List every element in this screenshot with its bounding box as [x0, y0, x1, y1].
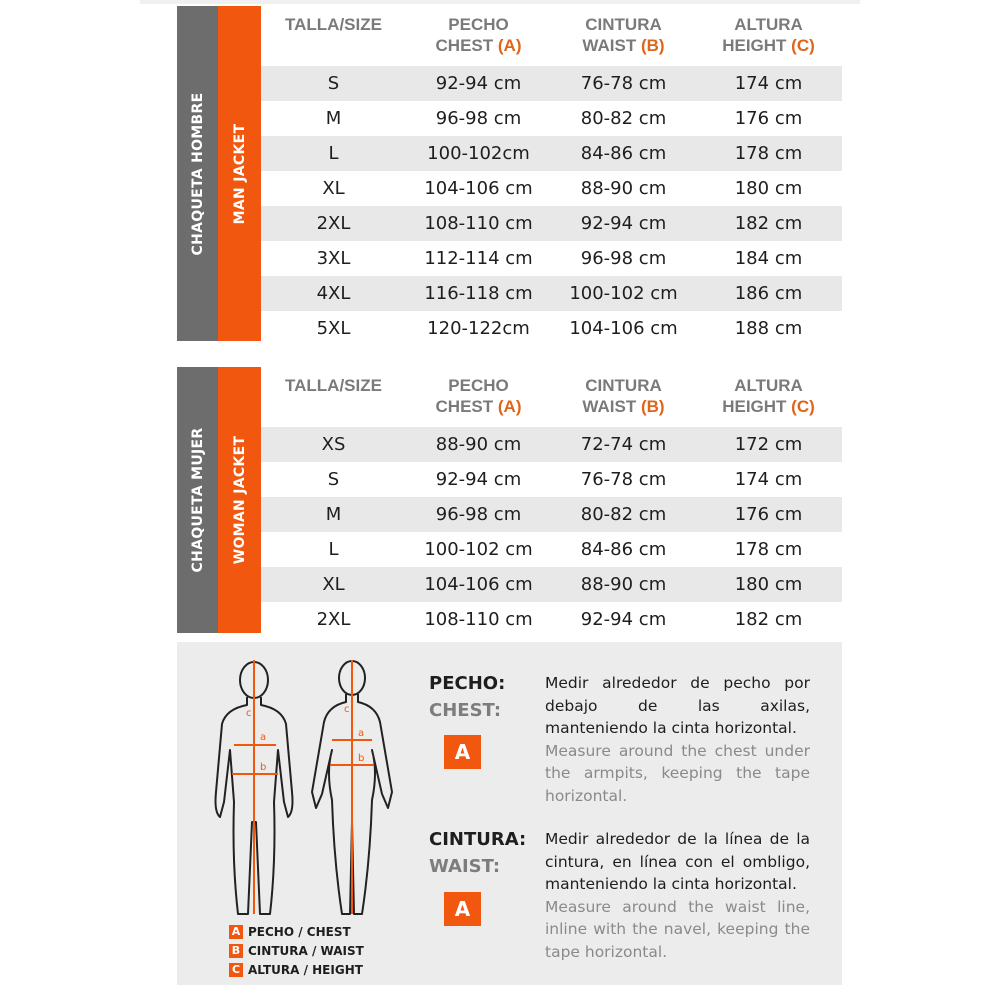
mark-c-female: c — [344, 704, 350, 715]
table-row — [261, 462, 842, 497]
woman-label-en: WOMAN JACKET — [231, 435, 248, 565]
waist-cell: 72-74 cm — [580, 434, 667, 455]
height-cell: 178 cm — [734, 539, 803, 560]
chest-desc-en: Measure around the chest under the armpits, keeping the tape horizontal. — [545, 741, 810, 805]
chest-cell: 92-94 cm — [435, 469, 522, 490]
woman-band-en — [218, 367, 261, 633]
size-cell: S — [327, 469, 340, 490]
chest-term-es: PECHO: — [429, 673, 506, 694]
waist-desc-es: Medir alrededor de la línea de la cintura, en línea con el ombligo, manteniendo la cinta horizontal. — [545, 830, 810, 893]
table-row — [261, 567, 842, 602]
header-height: ALTURA HEIGHT (C) — [722, 376, 815, 416]
size-cell: M — [325, 504, 342, 525]
chest-term — [429, 670, 539, 724]
man-table-rows — [261, 66, 842, 346]
chest-cell: 108-110 cm — [424, 609, 533, 630]
legend-label: PECHO / CHEST — [248, 924, 351, 939]
height-cell: 180 cm — [734, 574, 803, 595]
waist-cell: 76-78 cm — [580, 469, 667, 490]
chest-cell: 100-102cm — [427, 143, 530, 164]
legend-label: CINTURA / WAIST — [248, 943, 364, 958]
table-row — [261, 136, 842, 171]
waist-cell: 80-82 cm — [580, 108, 667, 129]
chest-desc-es: Medir alrededor de pecho por debajo de las axilas, manteniendo la cinta horizontal. — [545, 674, 810, 737]
height-cell: 182 cm — [734, 213, 803, 234]
chest-cell: 120-122cm — [427, 318, 530, 339]
woman-table-rows — [261, 427, 842, 637]
man-label-en: MAN JACKET — [231, 123, 248, 224]
waist-term-en: WAIST: — [429, 856, 501, 877]
man-label-es: CHAQUETA HOMBRE — [189, 92, 206, 255]
size-cell: 2XL — [316, 609, 351, 630]
height-cell: 172 cm — [734, 434, 803, 455]
chest-cell: 92-94 cm — [435, 73, 522, 94]
waist-cell: 76-78 cm — [580, 73, 667, 94]
table-row — [261, 66, 842, 101]
table-row — [261, 206, 842, 241]
size-cell: 5XL — [316, 318, 351, 339]
body-figures-illustration — [192, 652, 412, 922]
size-cell: L — [328, 143, 339, 164]
waist-cell: 92-94 cm — [580, 609, 667, 630]
height-cell: 186 cm — [734, 283, 803, 304]
waist-description — [545, 828, 810, 963]
man-table-header — [261, 6, 842, 66]
legend-item — [229, 922, 364, 941]
size-cell: XL — [322, 178, 345, 199]
top-divider — [140, 0, 860, 4]
size-cell: 4XL — [316, 283, 351, 304]
waist-term — [429, 826, 539, 880]
table-row — [261, 171, 842, 206]
height-cell: 182 cm — [734, 609, 803, 630]
header-waist: CINTURA WAIST (B) — [582, 15, 665, 55]
size-cell: S — [327, 73, 340, 94]
size-cell: XS — [321, 434, 346, 455]
mark-c-male: c — [246, 708, 252, 719]
woman-label-es: CHAQUETA MUJER — [189, 427, 206, 573]
man-size-table — [177, 6, 842, 341]
legend-label: ALTURA / HEIGHT — [248, 962, 363, 977]
height-cell: 174 cm — [734, 73, 803, 94]
waist-cell: 104-106 cm — [569, 318, 678, 339]
legend-badge: B — [229, 944, 243, 958]
measuring-guide — [177, 642, 842, 985]
legend-badge: A — [229, 925, 243, 939]
man-band-en — [218, 6, 261, 341]
waist-cell: 96-98 cm — [580, 248, 667, 269]
height-cell: 176 cm — [734, 108, 803, 129]
height-cell: 188 cm — [734, 318, 803, 339]
header-chest: PECHO CHEST (A) — [435, 376, 522, 416]
mark-a-female: a — [358, 728, 365, 739]
legend-badge: C — [229, 963, 243, 977]
waist-desc-en: Measure around the waist line, inline with the navel, keeping the tape horizontal. — [545, 897, 810, 961]
chest-cell: 116-118 cm — [424, 283, 533, 304]
header-height: ALTURA HEIGHT (C) — [722, 15, 815, 55]
waist-cell: 84-86 cm — [580, 539, 667, 560]
table-row — [261, 427, 842, 462]
table-row — [261, 241, 842, 276]
table-row — [261, 497, 842, 532]
waist-cell: 100-102 cm — [569, 283, 678, 304]
size-cell: 2XL — [316, 213, 351, 234]
header-size: TALLA/SIZE — [285, 15, 382, 34]
mark-b-male: b — [260, 762, 267, 773]
header-chest: PECHO CHEST (A) — [435, 15, 522, 55]
waist-cell: 80-82 cm — [580, 504, 667, 525]
height-cell: 176 cm — [734, 504, 803, 525]
table-row — [261, 101, 842, 136]
chest-cell: 112-114 cm — [424, 248, 533, 269]
waist-term-es: CINTURA: — [429, 829, 527, 850]
height-cell: 180 cm — [734, 178, 803, 199]
chest-badge: A — [444, 735, 481, 769]
header-waist: CINTURA WAIST (B) — [582, 376, 665, 416]
measurement-lines — [232, 660, 374, 914]
header-size: TALLA/SIZE — [285, 376, 382, 395]
chest-cell: 104-106 cm — [424, 178, 533, 199]
table-row — [261, 602, 842, 637]
chest-cell: 96-98 cm — [435, 108, 522, 129]
measurement-legend — [229, 922, 364, 979]
table-row — [261, 311, 842, 346]
table-row — [261, 276, 842, 311]
woman-table-header — [261, 367, 842, 427]
woman-band-es — [177, 367, 218, 633]
man-band-es — [177, 6, 218, 341]
waist-cell: 84-86 cm — [580, 143, 667, 164]
mark-b-female: b — [358, 753, 365, 764]
legend-item — [229, 960, 364, 979]
height-cell: 184 cm — [734, 248, 803, 269]
waist-cell: 92-94 cm — [580, 213, 667, 234]
chest-cell: 96-98 cm — [435, 504, 522, 525]
chest-cell: 100-102 cm — [424, 539, 533, 560]
size-cell: XL — [322, 574, 345, 595]
chest-term-en: CHEST: — [429, 700, 502, 721]
size-cell: 3XL — [316, 248, 351, 269]
legend-item — [229, 941, 364, 960]
waist-badge: A — [444, 892, 481, 926]
height-cell: 174 cm — [734, 469, 803, 490]
height-cell: 178 cm — [734, 143, 803, 164]
chest-description — [545, 672, 810, 807]
waist-cell: 88-90 cm — [580, 574, 667, 595]
table-row — [261, 532, 842, 567]
chest-cell: 88-90 cm — [435, 434, 522, 455]
waist-cell: 88-90 cm — [580, 178, 667, 199]
chest-cell: 104-106 cm — [424, 574, 533, 595]
size-cell: M — [325, 108, 342, 129]
chest-cell: 108-110 cm — [424, 213, 533, 234]
size-cell: L — [328, 539, 339, 560]
mark-a-male: a — [260, 732, 267, 743]
woman-size-table — [177, 367, 842, 633]
